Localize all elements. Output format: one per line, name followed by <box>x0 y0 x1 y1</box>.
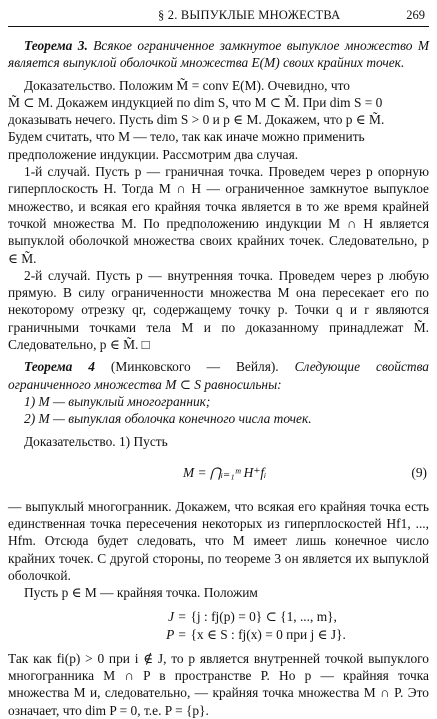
theorem-3-label: Теорема 3. <box>24 38 88 53</box>
proof-3-line-2: M̃ ⊂ M. Докажем индукцией по dim S, что M ⊂ M̃. При dim S = 0 <box>8 94 383 110</box>
proof-3-case-1: 1-й случай. Пусть p — граничная точка. Проведем через p опорную гиперплоскость H. Тогда M ∩ H — ограниченное замкнутое выпуклое множество, и всякая его крайняя точка является в то же время крайней точкой множества M. По предположению индукции M ∩ H является выпуклой оболочкой множества своих крайних точек. Следовательно, p ∈ M̃. <box>8 164 429 266</box>
proof-4-start: Доказательство. 1) Пусть <box>24 433 168 449</box>
equation-j-rhs: {j : fj(p) = 0} ⊂ {1, ..., m}, <box>190 608 337 624</box>
theorem-3-statement: Всякое ограниченное замкнутое выпуклое множество M является выпуклой оболочкой множества E(M) своих крайних точек. <box>8 38 429 71</box>
proof-3-line-1: Доказательство. Положим M̃ = conv E(M). Очевидно, что <box>24 77 350 93</box>
theorem-3 <box>8 37 429 72</box>
equation-9-number: (9) <box>411 464 427 480</box>
equation-9 <box>8 454 429 494</box>
equation-j <box>8 608 429 626</box>
proof-3-case-2: 2-й случай. Пусть p — внутренняя точка. Проведем через p любую прямую. В силу ограниченности множества M она пересекает его по некоторому отрезку qr, содержащему точку p. Точки q и r являются граничными точками тела M и по доказанному принадлежат M̃. Следовательно, p ∈ M̃. □ <box>8 267 429 353</box>
theorem-4-label: Теорема 4 <box>24 359 95 375</box>
page-number: 269 <box>406 8 425 22</box>
section-title: § 2. ВЫПУКЛЫЕ МНОЖЕСТВА <box>158 8 341 22</box>
definition-system <box>8 608 429 644</box>
theorem-4 <box>8 358 429 427</box>
equation-p-lhs: P = <box>166 626 187 642</box>
running-header <box>8 6 429 24</box>
equation-j-lhs: J = <box>168 608 187 624</box>
theorem-4-item-2: 2) M — выпуклая оболочка конечного числа точек. <box>24 411 312 427</box>
proof-4-paragraph-2: Пусть p ∈ M — крайняя точка. Положим <box>24 585 258 601</box>
theorem-4-item-1: 1) M — выпуклый многогранник; <box>24 393 211 409</box>
equation-p-rhs: {x ∈ S : fj(x) = 0 при j ∈ J}. <box>190 626 346 642</box>
theorem-4-head <box>8 358 429 393</box>
proof-3-line-5: предположение индукции. Рассмотрим два случая. <box>8 146 299 162</box>
header-rule <box>8 26 429 27</box>
theorem-4-statement: Следующие свойства ограниченного множества M ⊂ S равносильны: <box>8 359 430 392</box>
proof-4-paragraph-3: Так как fi(p) > 0 при i ∉ J, то p является внутренней точкой выпуклого многогранника M ∩ P в пространстве P. Но p — крайняя точка множества M и, следовательно, — крайняя точка множества M ∩ P. Это означает, что dim P = 0, т.е. P = {p}. <box>8 650 429 718</box>
proof-4-paragraph-1: — выпуклый многогранник. Докажем, что всякая его крайняя точка есть единственная точка пересечения некоторых из гиперплоскостей Hf1, ..., Hfm. Отсюда будет следовать, что M имеет лишь конечное число крайних точек. С другой стороны, по теореме 3 он является их выпуклой оболочкой. <box>8 498 429 584</box>
proof-3 <box>8 77 429 354</box>
equation-9-formula: M = ⋂ᵢ₌₁ᵐ H⁺fᵢ <box>183 464 267 480</box>
theorem-4-names: (Минковского — Вейля). <box>110 359 279 375</box>
proof-3-line-4: Будем считать, что M — тело, так как иначе можно применить <box>8 129 365 145</box>
equation-p <box>8 626 429 644</box>
proof-3-line-3: доказывать нечего. Пусть dim S > 0 и p ∈ M. Докажем, что p ∈ M̃. <box>8 112 385 128</box>
